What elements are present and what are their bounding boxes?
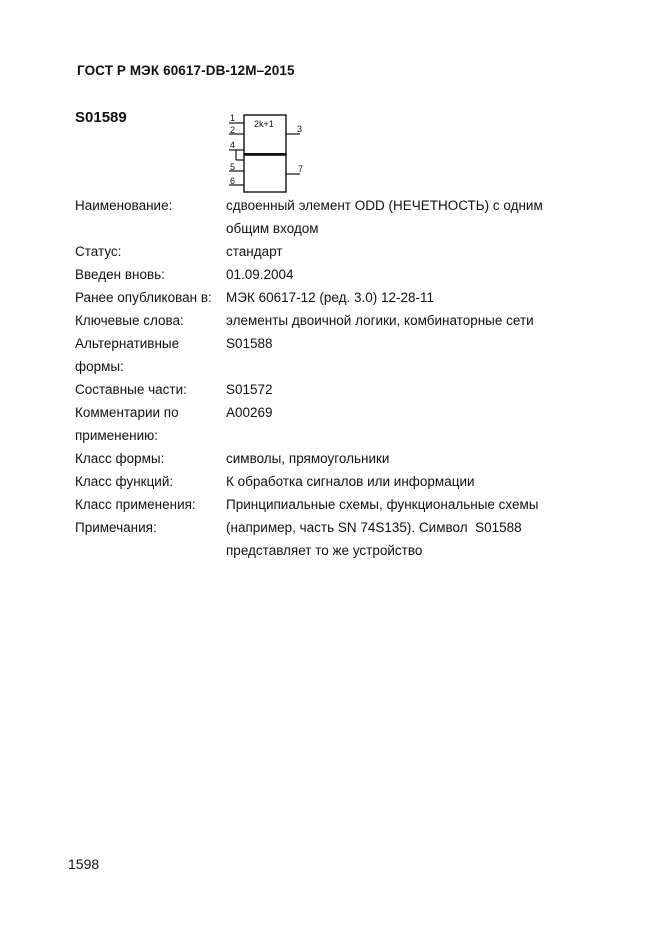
row-components [75,378,595,401]
value-keywords: элементы двоичной логики, комбинаторные сети [226,313,534,328]
value-application-class: Принципиальные схемы, функциональные схемы [226,497,539,512]
odd-element-symbol [226,113,316,195]
document-header: ГОСТ Р МЭК 60617-DB-12M–2015 [77,63,295,78]
label-keywords: Ключевые слова: [75,313,184,328]
value-components: S01572 [226,382,273,397]
label-introduced: Введен вновь: [75,267,165,282]
pin-label-5: 5 [230,162,236,172]
value-name-line1: сдвоенный элемент ODD (НЕЧЕТНОСТЬ) с одним [226,198,543,213]
value-notes-line1: (например, часть SN 74S135). Символ S01588 [226,520,522,535]
value-status: стандарт [226,244,283,259]
label-shape-class: Класс формы: [75,451,165,466]
value-introduced: 01.09.2004 [226,267,294,282]
value-notes-line2: представляет то же устройство [226,543,423,558]
row-application-class [75,493,595,516]
pin-label-2: 2 [230,125,236,135]
label-status: Статус: [75,244,122,259]
pin-label-6: 6 [230,176,236,186]
label-application-notes-line2: применению: [75,428,158,443]
label-notes: Примечания: [75,520,157,535]
row-published [75,286,595,309]
label-application-notes-line1: Комментарии по [75,405,179,420]
row-keywords [75,309,595,332]
label-name: Наименование: [75,198,173,213]
label-components: Составные части: [75,382,187,397]
pin-label-1: 1 [230,113,236,123]
row-notes [75,516,595,562]
row-alternative-forms [75,332,595,378]
row-introduced [75,263,595,286]
row-application-notes [75,401,595,447]
row-name [75,194,595,240]
bottom-element-box [244,155,286,192]
row-status [75,240,595,263]
pin-label-4: 4 [230,140,236,150]
attribute-table [75,194,595,562]
pin-label-7: 7 [298,164,304,174]
value-published: МЭК 60617-12 (ред. 3.0) 12-28-11 [226,290,435,305]
function-label: 2k+1 [254,119,274,129]
value-shape-class: символы, прямоугольники [226,451,390,466]
row-shape-class [75,447,595,470]
symbol-code: S01589 [75,109,127,126]
value-application-notes: A00269 [226,405,273,420]
label-alternative-forms-line2: формы: [75,359,124,374]
value-name-line2: общим входом [226,221,319,236]
row-function-class [75,470,595,493]
label-application-class: Класс применения: [75,497,196,512]
label-alternative-forms-line1: Альтернативные [75,336,180,351]
label-published: Ранее опубликован в: [75,290,212,305]
pin-label-3: 3 [297,124,303,134]
value-alternative-forms: S01588 [226,336,273,351]
value-function-class: К обработка сигналов или информации [226,474,475,489]
page-number: 1598 [68,856,100,872]
label-function-class: Класс функций: [75,474,174,489]
